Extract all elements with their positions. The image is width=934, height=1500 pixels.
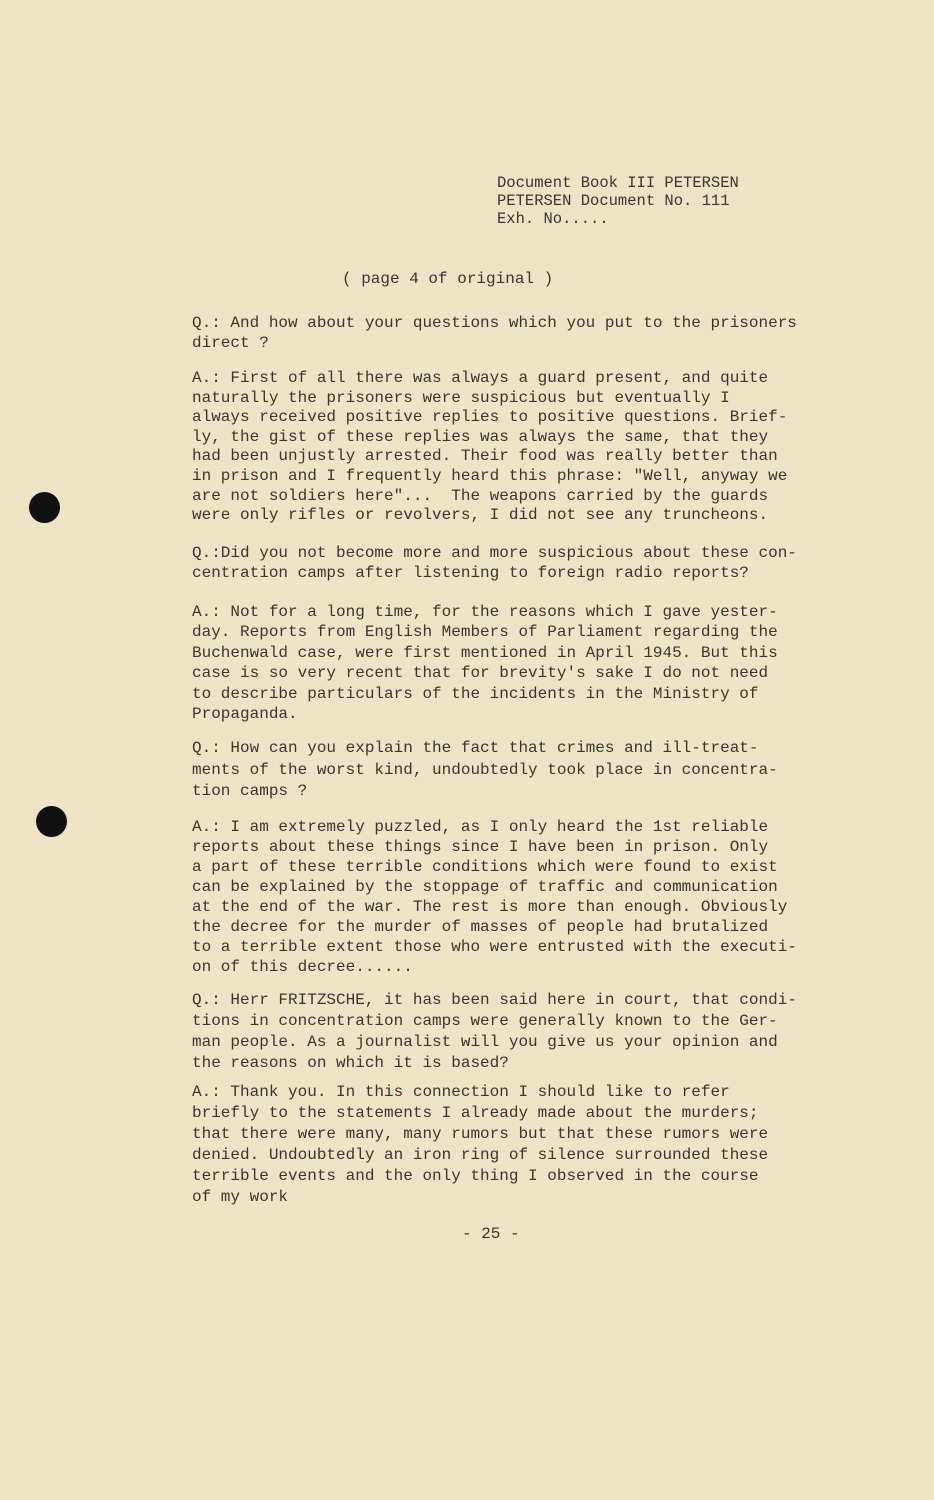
text-line: at the end of the war. The rest is more than enough. Obviously (192, 898, 788, 916)
text-line: A.: I am extremely puzzled, as I only heard the 1st reliable (192, 818, 769, 836)
question-paragraph (192, 543, 797, 583)
text-line: on of this decree...... (192, 958, 413, 976)
text-line: case is so very recent that for brevity's sake I do not need (192, 664, 769, 683)
text-line: centration camps after listening to foreign radio reports? (192, 564, 749, 582)
answer-paragraph (192, 817, 797, 977)
text-line: tions in concentration camps were generally known to the Ger- (192, 1012, 778, 1030)
text-line: briefly to the statements I already made about the murders; (192, 1104, 759, 1122)
question-paragraph (192, 313, 797, 353)
text-line: Q.: How can you explain the fact that crimes and ill-treat- (192, 739, 759, 757)
text-line: day. Reports from English Members of Parliament regarding the (192, 623, 778, 642)
text-line: to a terrible extent those who were entrusted with the executi- (192, 938, 797, 956)
text-line: naturally the prisoners were suspicious but eventually I (192, 388, 730, 407)
text-line: Q.: Herr FRITZSCHE, it has been said here in court, that condi- (192, 991, 797, 1009)
text-line: had been unjustly arrested. Their food was really better than (192, 447, 778, 466)
answer-paragraph (192, 602, 778, 724)
text-line: PETERSEN Document No. 111 (497, 192, 730, 210)
text-line: can be explained by the stoppage of traffic and communication (192, 878, 778, 896)
text-line: A.: Not for a long time, for the reasons which I gave yester- (192, 603, 778, 621)
question-paragraph (192, 990, 797, 1074)
text-line: are not soldiers here"... The weapons carried by the guards (192, 486, 769, 505)
text-line: ments of the worst kind, undoubtedly took place in concentra- (192, 760, 778, 779)
text-line: Document Book III PETERSEN (497, 174, 739, 192)
text-line: to describe particulars of the incidents in the Ministry of (192, 684, 759, 703)
text-line: the reasons on which it is based? (192, 1054, 509, 1072)
question-paragraph (192, 738, 778, 803)
text-line: always received positive replies to positive questions. Brief- (192, 408, 788, 427)
punch-hole (36, 806, 67, 837)
text-line: that there were many, many rumors but that these rumors were (192, 1125, 769, 1143)
page-reference: ( page 4 of original ) (342, 270, 554, 288)
text-line: Q.: And how about your questions which you put to the prisoners (192, 314, 797, 332)
text-line: were only rifles or revolvers, I did not see any truncheons. (192, 506, 769, 525)
text-line: reports about these things since I have been in prison. Only (192, 838, 769, 856)
text-line: man people. As a journalist will you give us your opinion and (192, 1033, 778, 1051)
text-line: terrible events and the only thing I observed in the course (192, 1167, 759, 1185)
text-line: Q.:Did you not become more and more suspicious about these con- (192, 544, 797, 562)
text-line: denied. Undoubtedly an iron ring of silence surrounded these (192, 1146, 769, 1164)
punch-hole (29, 492, 60, 523)
text-line: ly, the gist of these replies was always the same, that they (192, 427, 769, 446)
text-line: the decree for the murder of masses of people had brutalized (192, 918, 769, 936)
text-line: in prison and I frequently heard this phrase: "Well, anyway we (192, 466, 788, 485)
text-line: Buchenwald case, were first mentioned in April 1945. But this (192, 643, 778, 662)
page-number: - 25 - (462, 1225, 520, 1243)
text-line: A.: First of all there was always a guard present, and quite (192, 369, 769, 387)
answer-paragraph (192, 1082, 768, 1208)
text-line: a part of these terrible conditions which were found to exist (192, 858, 778, 876)
text-line: Exh. No..... (497, 210, 609, 228)
text-line: of my work (192, 1188, 289, 1206)
document-header (497, 174, 739, 228)
text-line: direct ? (192, 334, 269, 352)
text-line: A.: Thank you. In this connection I should like to refer (192, 1083, 730, 1101)
text-line: Propaganda. (192, 705, 298, 724)
text-line: tion camps ? (192, 782, 308, 800)
answer-paragraph (192, 369, 787, 526)
